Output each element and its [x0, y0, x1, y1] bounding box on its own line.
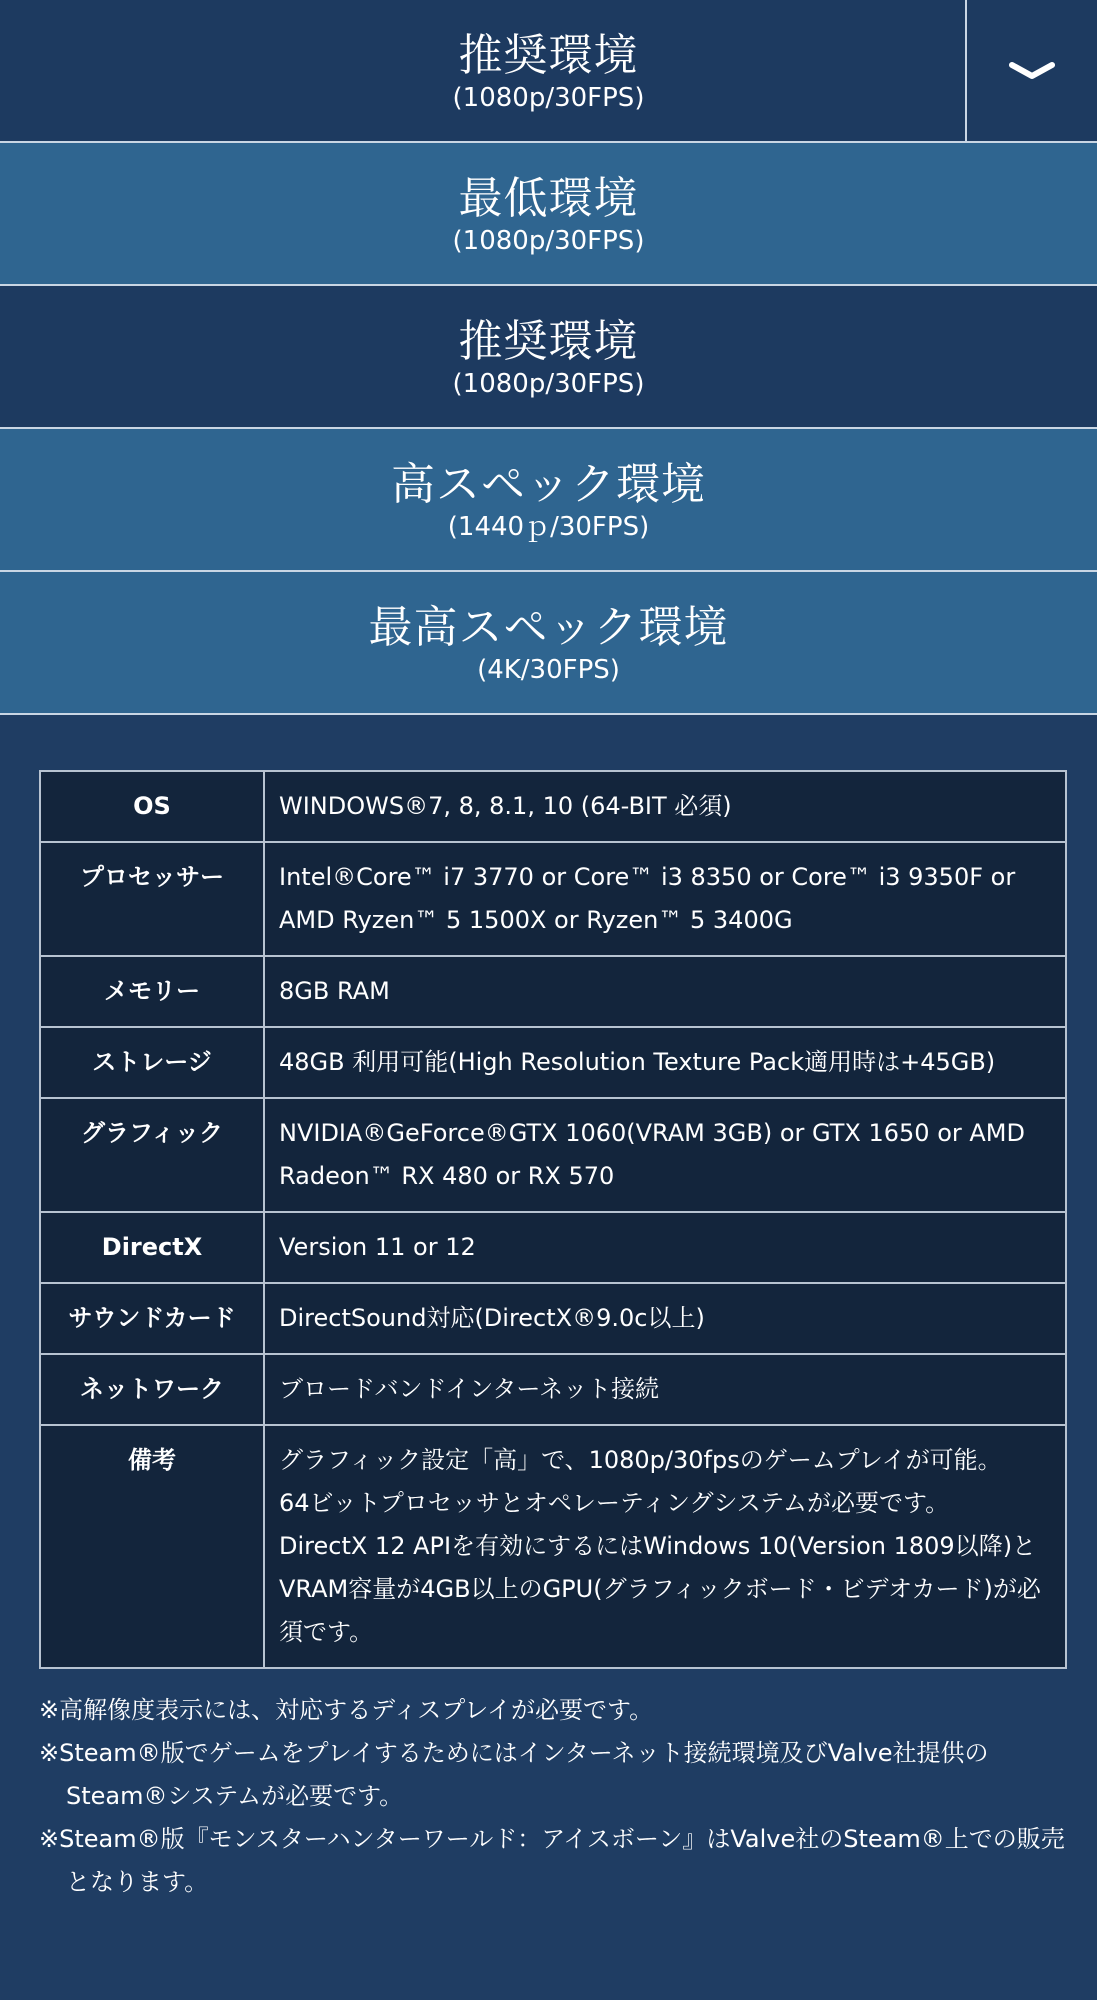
table-row	[40, 1027, 1066, 1098]
tab-minimum[interactable]	[0, 143, 1097, 286]
table-row	[40, 1212, 1066, 1283]
chevron-down-icon	[1009, 61, 1055, 81]
table-row	[40, 842, 1066, 956]
tab-title: 推奨環境	[458, 29, 639, 81]
dropdown-toggle-button[interactable]	[965, 0, 1097, 141]
footnote: ※Steam®版でゲームをプレイするためにはインターネット接続環境及びValve社提供のSteam®システムが必要です。	[39, 1739, 989, 1810]
table-row-remarks	[40, 1425, 1066, 1668]
spec-table	[39, 770, 1067, 1669]
spec-value: 8GB RAM	[264, 956, 1066, 1027]
spec-tabs	[0, 0, 1097, 715]
tab-high-spec[interactable]	[0, 429, 1097, 572]
tab-recommended[interactable]	[0, 286, 1097, 429]
table-row	[40, 1098, 1066, 1212]
tab-subtitle: (1440ｐ/30FPS)	[447, 511, 650, 542]
spec-key: サウンドカード	[40, 1283, 264, 1354]
tab-ultra-spec[interactable]	[0, 572, 1097, 715]
spec-key: プロセッサー	[40, 842, 264, 956]
tab-title: 高スペック環境	[391, 458, 706, 510]
spec-key: ストレージ	[40, 1027, 264, 1098]
spec-value: WINDOWS®7, 8, 8.1, 10 (64-BIT 必須)	[264, 771, 1066, 842]
remark-line: 64ビットプロセッサとオペレーティングシステムが必要です。	[279, 1489, 950, 1517]
tab-title: 最低環境	[458, 172, 639, 224]
footnote: ※高解像度表示には、対応するディスプレイが必要です。	[39, 1696, 654, 1724]
remark-line: DirectX 12 APIを有効にするにはWindows 10(Version 1809以降)とVRAM容量が4GB以上のGPU(グラフィックボード・ビデオカード)が必須です。	[279, 1532, 1041, 1646]
spec-value: Intel®Core™ i7 3770 or Core™ i3 8350 or Core™ i3 9350F or AMD Ryzen™ 5 1500X or Ryzen™ 5 3400G	[264, 842, 1066, 956]
tab-subtitle: (4K/30FPS)	[477, 654, 620, 685]
spec-value: 48GB 利用可能(High Resolution Texture Pack適用時は+45GB)	[264, 1027, 1066, 1098]
tab-title: 最高スペック環境	[368, 601, 729, 653]
spec-value: ブロードバンドインターネット接続	[264, 1354, 1066, 1425]
table-row	[40, 771, 1066, 842]
tab-subtitle: (1080p/30FPS)	[452, 82, 645, 113]
spec-key: DirectX	[40, 1212, 264, 1283]
spec-value: NVIDIA®GeForce®GTX 1060(VRAM 3GB) or GTX 1650 or AMD Radeon™ RX 480 or RX 570	[264, 1098, 1066, 1212]
spec-key: OS	[40, 771, 264, 842]
table-row	[40, 1354, 1066, 1425]
spec-value-remarks	[264, 1425, 1066, 1668]
tab-title: 推奨環境	[458, 315, 639, 367]
table-row	[40, 1283, 1066, 1354]
spec-key: 備考	[40, 1425, 264, 1668]
footnote: ※Steam®版『モンスターハンターワールド：アイスボーン』はValve社のSteam®上での販売となります。	[39, 1825, 1065, 1896]
spec-value: Version 11 or 12	[264, 1212, 1066, 1283]
spec-key: メモリー	[40, 956, 264, 1027]
tab-subtitle: (1080p/30FPS)	[452, 368, 645, 399]
spec-value: DirectSound対応(DirectX®9.0c以上)	[264, 1283, 1066, 1354]
table-row	[40, 956, 1066, 1027]
spec-content	[0, 715, 1097, 1904]
remark-line: グラフィック設定「高」で、1080p/30fpsのゲームプレイが可能。	[279, 1446, 1002, 1474]
tab-subtitle: (1080p/30FPS)	[452, 225, 645, 256]
spec-key: ネットワーク	[40, 1354, 264, 1425]
spec-key: グラフィック	[40, 1098, 264, 1212]
tab-recommended-selected[interactable]	[0, 0, 1097, 143]
footnotes	[39, 1689, 1067, 1904]
